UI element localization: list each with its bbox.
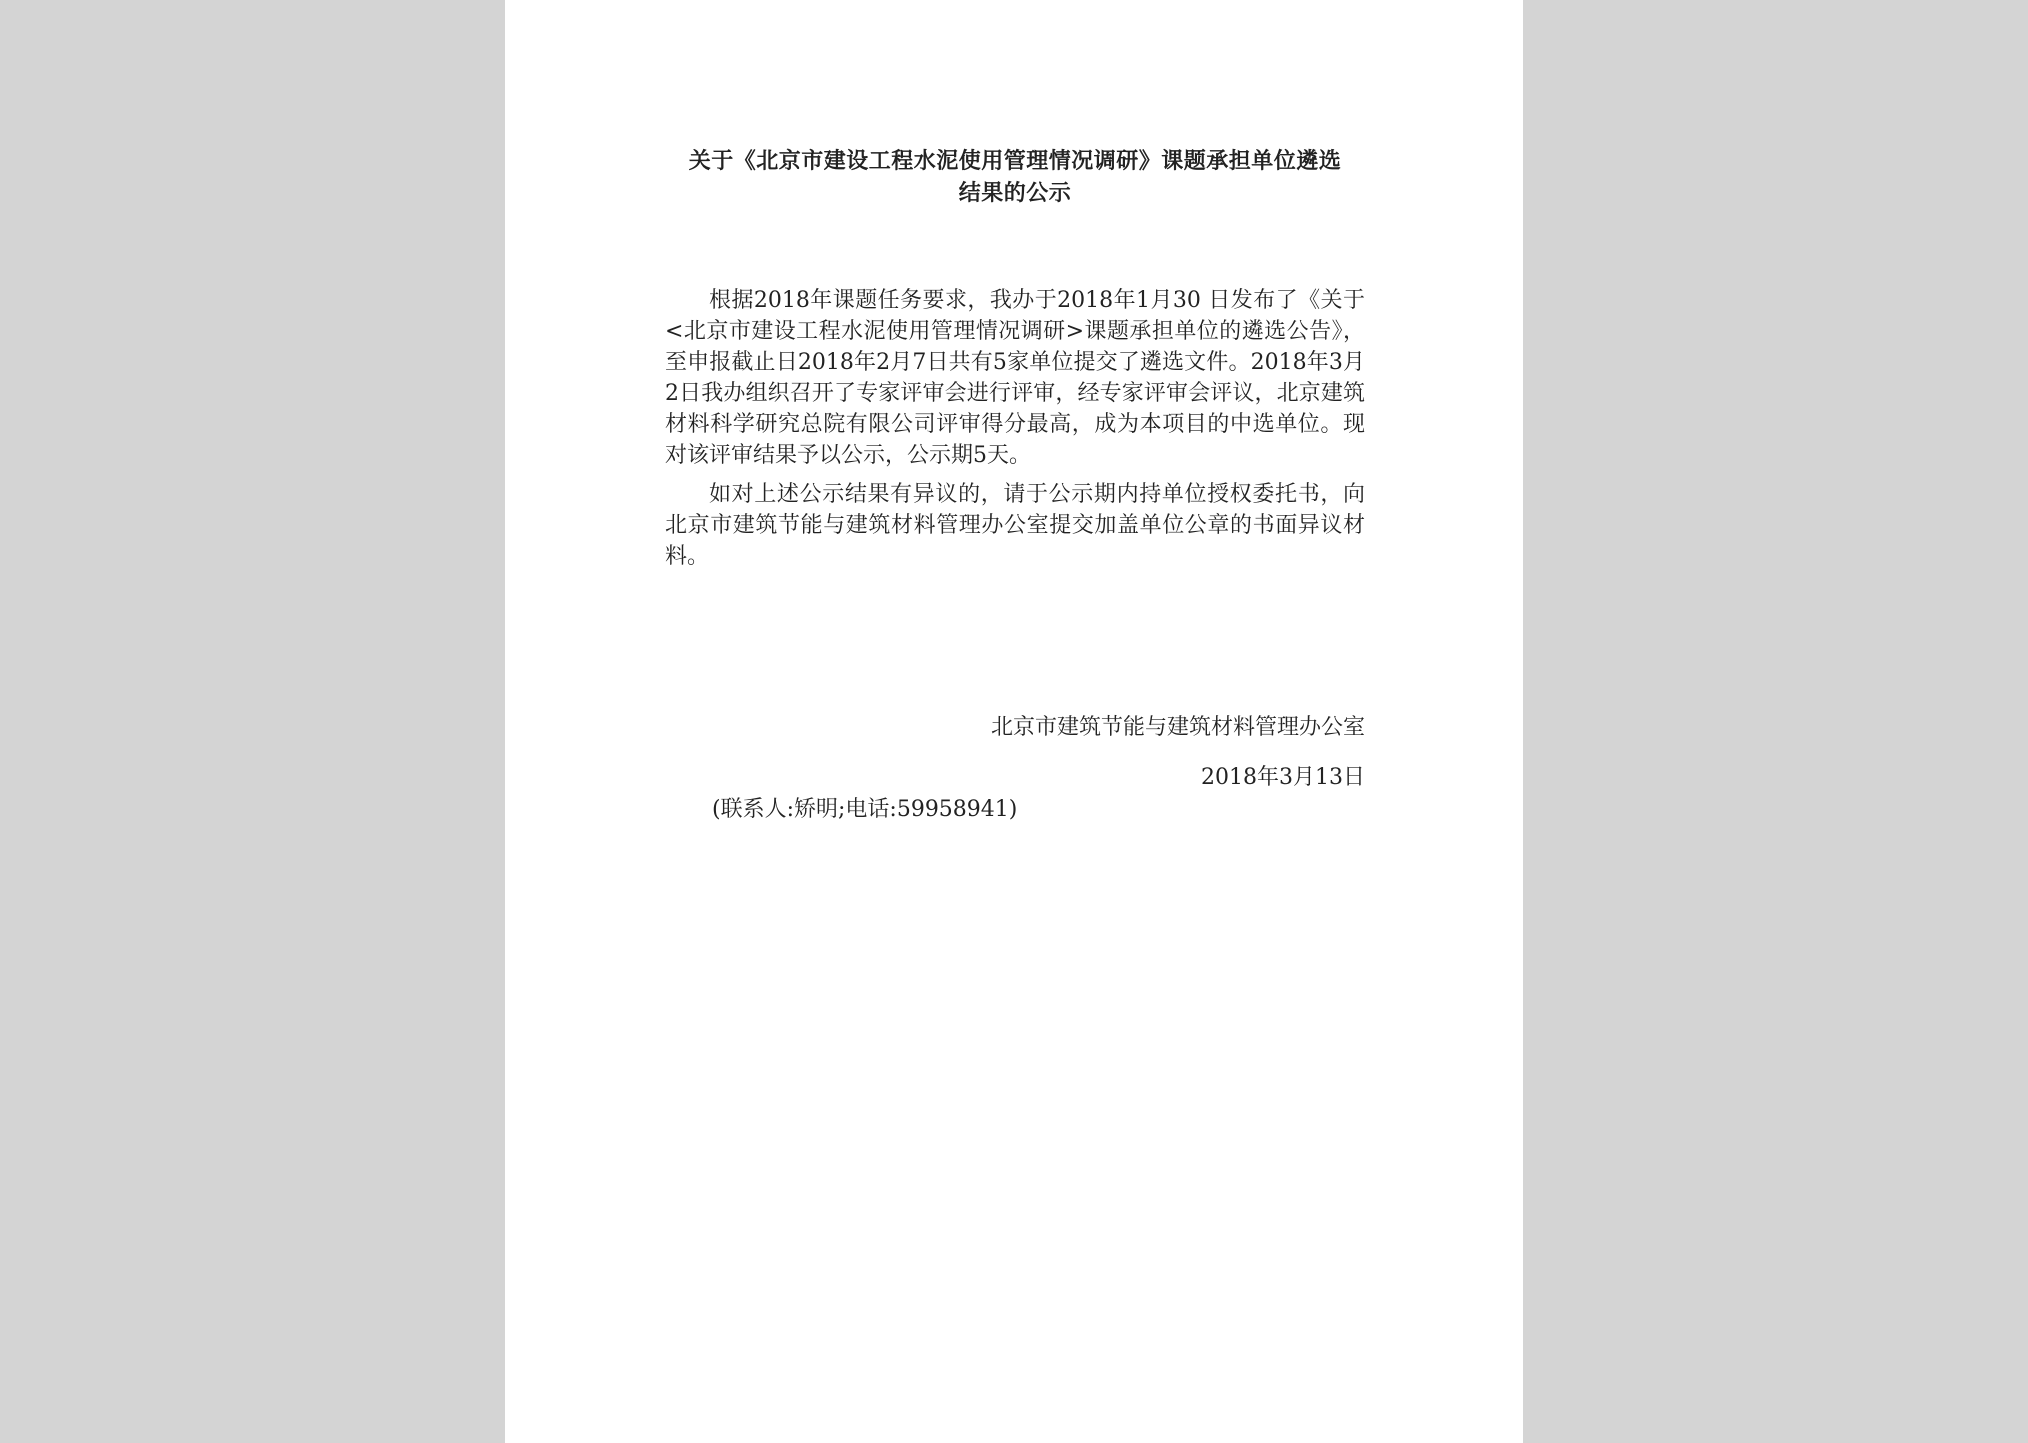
paragraph-2: 如对上述公示结果有异议的，请于公示期内持单位授权委托书，向北京市建筑节能与建筑材料管理办公室提交加盖单位公章的书面异议材料。 [665,482,1365,569]
signature-organization: 北京市建筑节能与建筑材料管理办公室 [990,715,1365,740]
signature-date: 2018年3月13日 [1201,765,1365,790]
document-title [665,145,1365,209]
title-line-1: 关于《北京市建设工程水泥使用管理情况调研》课题承担单位遴选 [688,148,1342,174]
document-page [505,0,1523,1443]
contact-info: (联系人:矫明;电话:59958941) [712,797,1018,822]
title-line-2: 结果的公示 [958,180,1072,206]
paragraph-1: 根据2018年课题任务要求，我办于2018年1月30 日发布了《关于<北京市建设工程水泥使用管理情况调研>课题承担单位的遴选公告》，至申报截止日2018年2月7日共有5家单位提交了遴选文件。2018年3月2日我办组织召开了专家评审会进行评审，经专家评审会评议，北京建筑材料科学研究总院有限公司评审得分最高，成为本项目的中选单位。现对该评审结果予以公示，公示期5天。 [665,288,1365,468]
document-body [665,285,1365,580]
